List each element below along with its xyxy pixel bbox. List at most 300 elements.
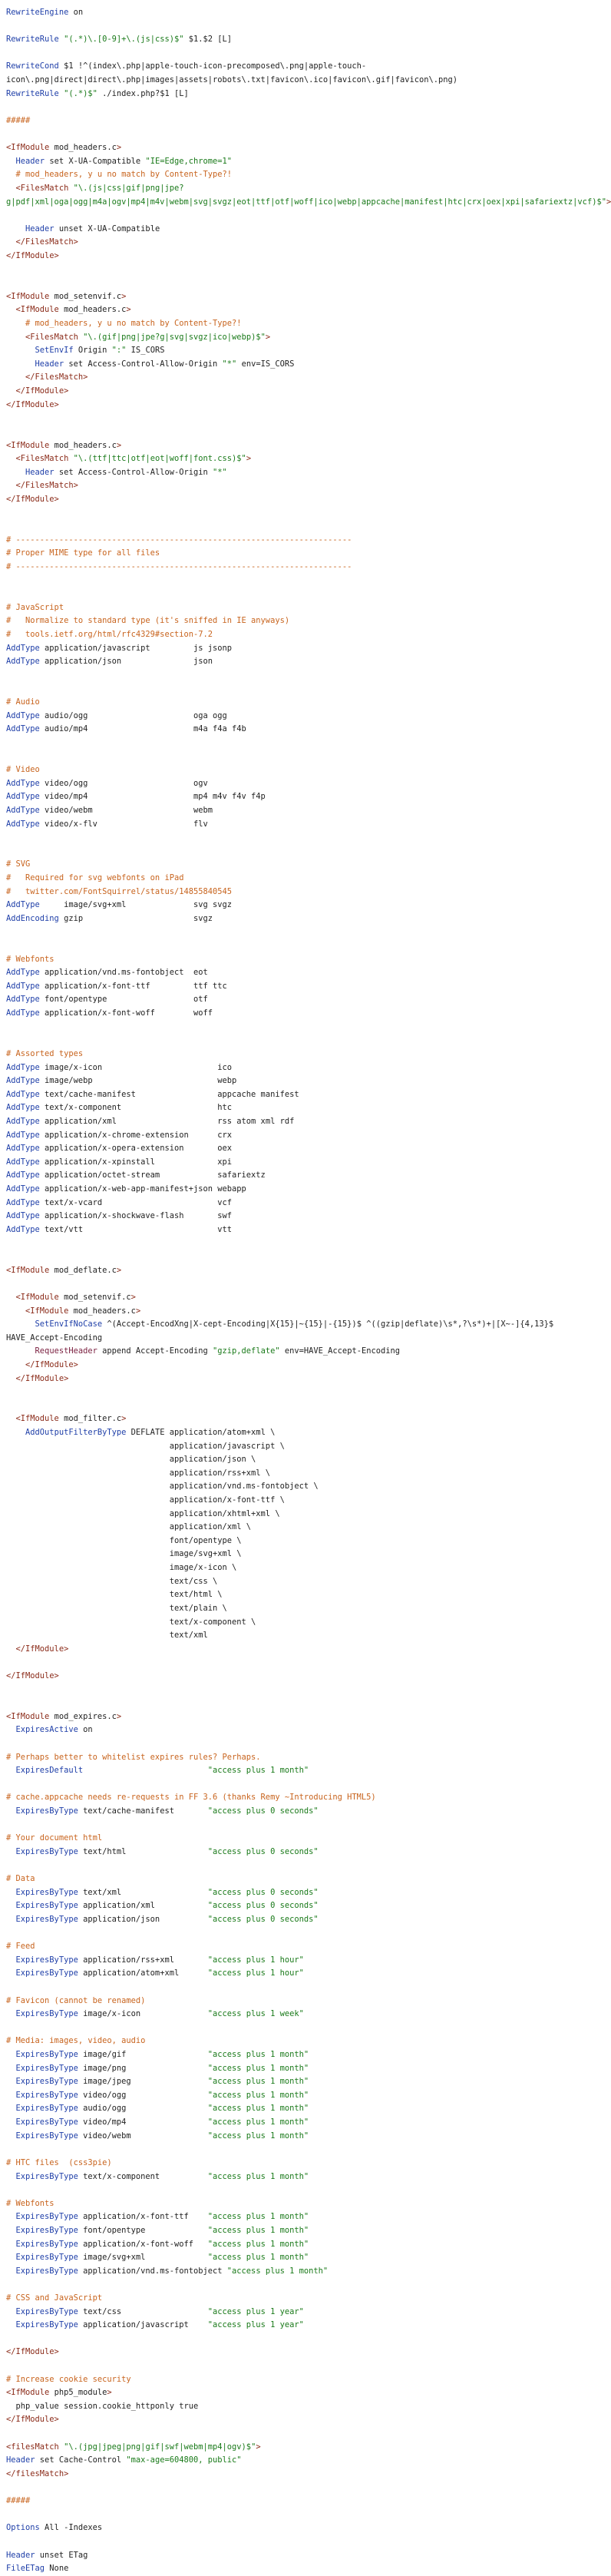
code-line [6,1412,588,1426]
code-token-plain: text/html [78,1846,208,1856]
code-line [6,1751,588,1765]
code-line [6,2346,588,2359]
code-token-kw: AddType [6,778,40,788]
code-line [6,1535,588,1548]
code-line [6,2495,588,2508]
code-line [6,2197,588,2211]
code-token-str: "access plus 1 month" [207,2171,309,2181]
code-token-plain: text/xml [78,1887,208,1897]
code-token-plain: php_value session.cookie_httponly true [6,2401,199,2411]
code-token-plain: mod_setenvif.c [58,1292,131,1302]
code-token-plain [6,468,25,477]
code-token-kw: ExpiresByType [15,2009,78,2019]
code-token-kw: ExpiresByType [15,2050,78,2060]
code-token-kw: ExpiresByType [15,2090,78,2100]
code-token-kw: AddType [6,968,40,978]
code-token-plain [6,2050,16,2059]
code-token-plain [6,1806,16,1816]
code-token-cmt: # tools.ietf.org/html/rfc4329#section-7.2 [6,630,213,640]
code-token-tag: > [130,1292,136,1302]
code-line [6,1183,588,1197]
code-token-plain: image/x-icon \ [6,1563,237,1573]
code-token-str: "access plus 0 seconds" [207,1914,319,1924]
code-token-plain [6,1306,25,1316]
code-token-tag: </IfModule> [6,2347,59,2357]
code-token-plain: text/plain \ [6,1603,227,1613]
code-token-plain: application/octet-stream safariextz [39,1170,266,1180]
code-token-plain: application/vnd.ms-fontobject \ [6,1482,319,1492]
code-token-plain: Origin [73,346,112,356]
code-line [6,88,588,101]
code-token-plain [6,2266,16,2276]
code-token-kw: ExpiresByType [15,2171,78,2181]
code-line [6,1048,588,1061]
code-line [6,1480,588,1494]
code-token-plain: font/opentype otf [39,995,208,1005]
code-token-cmt: # Webfonts [6,954,54,964]
code-line [6,1264,588,1278]
code-token-plain: audio/ogg [78,2104,208,2114]
code-token-kw: AddType [6,1103,40,1113]
code-line [6,1345,588,1359]
code-token-plain: $1.$2 [L] [183,35,233,45]
code-token-tag: > [606,197,611,207]
code-token-plain: append Accept-Encoding [97,1346,213,1356]
code-token-str: "*" [222,359,237,369]
code-token-kw: AddType [6,1089,40,1099]
code-token-plain: on [68,8,84,17]
code-token-plain [6,346,35,355]
code-line [6,2075,588,2089]
code-token-tag: > [135,1306,141,1316]
code-line [6,777,588,791]
code-token-plain: application/json [78,1914,208,1924]
code-line [6,2400,588,2414]
code-line [6,6,588,20]
code-line [6,452,588,466]
code-line [6,2224,588,2238]
code-line [6,412,588,425]
code-line [6,2521,588,2535]
code-token-plain: application/atom+xml [78,1968,208,1978]
code-line [6,1156,588,1170]
code-token-plain [6,1644,16,1654]
code-line [6,399,588,412]
code-line [6,1616,588,1630]
code-line [6,1588,588,1602]
code-line [6,182,588,196]
code-token-plain [6,157,16,166]
code-token-tag: <IfModule [6,2388,50,2398]
code-line [6,1723,588,1737]
code-line [6,980,588,994]
code-token-tag: </FilesMatch> [15,481,78,491]
code-token-plain: All -Indexes [39,2523,103,2533]
code-line [6,1061,588,1075]
code-line [6,939,588,953]
code-line [6,1332,588,1346]
code-token-plain: unset X-UA-Compatible [54,223,160,233]
code-token-kw: RewriteCond [6,61,59,71]
code-token-str: "access plus 1 month" [207,2225,309,2235]
code-token-tag: <IfModule [6,291,50,301]
code-line [6,872,588,886]
code-line [6,2373,588,2387]
code-token-plain [6,2117,16,2127]
code-token-plain [6,224,25,233]
code-token-tag: </IfModule> [15,1644,69,1654]
code-token-str: "access plus 0 seconds" [207,1846,319,1856]
code-token-plain [6,1968,16,1978]
code-line [6,1913,588,1927]
code-token-plain: text/x-vcard vcf [39,1197,233,1207]
code-token-plain: application/json \ [6,1455,256,1465]
code-token-plain [6,2307,16,2316]
code-token-plain: gzip svgz [58,913,213,923]
code-token-str: "access plus 1 month" [207,2104,309,2114]
code-line [6,1521,588,1535]
code-line [6,236,588,250]
code-token-plain [6,1414,16,1423]
code-line [6,601,588,615]
code-token-plain: application/javascript \ [6,1441,285,1451]
code-token-plain: application/javascript [78,2320,208,2330]
code-token-plain: application/json json [39,657,213,667]
code-token-plain: application/x-font-woff woff [39,1008,213,1018]
code-token-plain: text/vtt vtt [39,1224,233,1234]
code-token-plain: application/vnd.ms-fontobject eot [39,968,208,978]
code-line [6,1656,588,1670]
code-line [6,1305,588,1319]
code-line [6,196,611,210]
code-token-plain [6,170,16,179]
code-line [6,1927,588,1941]
code-token-kw2: RequestHeader [35,1346,97,1356]
code-token-tag: </filesMatch> [6,2468,69,2478]
code-line [6,1277,588,1291]
code-line [6,1074,588,1088]
code-line [6,60,588,74]
code-line [6,1115,588,1129]
code-token-plain: application/x-font-ttf [78,2212,208,2222]
code-line [6,2359,588,2373]
code-token-plain [6,1847,16,1856]
code-token-plain: video/ogg [78,2090,208,2100]
code-token-kw: AddType [6,1157,40,1167]
code-token-plain: application/x-chrome-extension crx [39,1130,233,1140]
code-token-kw: AddType [6,1116,40,1126]
code-token-plain [6,2253,16,2262]
code-token-kw: ExpiresByType [15,1901,78,1911]
code-line [6,2549,588,2563]
code-token-plain: mod_expires.c [49,1711,117,1721]
code-line [6,2170,588,2184]
code-token-cmt: # SVG [6,859,31,869]
code-line [6,1088,588,1102]
code-token-tag: </IfModule> [25,1359,78,1369]
code-token-kw: AddType [6,1184,40,1194]
code-token-plain [6,1319,35,1329]
code-token-kw: SetEnvIfNoCase [35,1319,103,1329]
code-line [6,2413,588,2427]
code-token-plain [6,454,16,463]
code-token-kw: AddType [6,710,40,720]
code-token-kw: ExpiresByType [15,1887,78,1897]
code-token-str: "access plus 0 seconds" [207,1901,319,1911]
code-line [6,2333,588,2346]
code-token-cmt: # Media: images, video, audio [6,2036,146,2046]
code-line [6,1899,588,1913]
code-line [6,1846,588,1859]
code-token-cmt: # twitter.com/FontSquirrel/status/14855840545 [6,886,233,896]
code-token-cmt: ##### [6,115,31,125]
code-token-tag: > [126,305,131,315]
code-token-tag: </FilesMatch> [15,237,78,247]
code-token-plain: image/png [78,2063,208,2073]
code-line [6,1197,588,1210]
code-line [6,2535,588,2549]
code-token-plain: mod_headers.c [58,305,127,315]
code-line [6,628,588,642]
code-token-plain [6,2172,16,2181]
code-line [6,1737,588,1751]
code-token-plain: None [45,2564,69,2574]
code-line [6,2102,588,2116]
code-token-cmt: # Audio [6,697,40,707]
code-token-plain: IS_CORS [126,346,165,356]
code-token-plain: application/javascript js jsonp [39,643,233,653]
code-line [6,1967,588,1981]
code-token-cmt: # Video [6,765,40,775]
code-line [6,2292,588,2306]
code-token-tag: <IfModule [6,1265,50,1275]
code-token-cmt: # Webfonts [6,2198,54,2208]
code-token-kw: ExpiresByType [15,2104,78,2114]
code-line [6,953,588,967]
code-token-kw: AddType [6,1170,40,1180]
code-line [6,2482,588,2495]
code-token-plain: image/jpeg [78,2077,208,2087]
code-token-plain [6,1428,25,1437]
code-line [6,790,588,804]
code-line [6,479,588,493]
code-line [6,385,588,399]
code-token-kw: Header [6,2455,35,2465]
code-line [6,2251,588,2265]
code-line [6,1859,588,1872]
code-token-plain [6,1901,16,1910]
code-token-kw: ExpiresDefault [15,1766,84,1776]
code-token-str: "gzip,deflate" [213,1346,280,1356]
code-line [6,2562,588,2576]
code-line [6,2089,588,2103]
code-token-plain: application/rss+xml [78,1955,208,1965]
code-token-plain: font/opentype \ [6,1535,242,1545]
code-token-plain [83,1766,208,1775]
code-token-plain: image/x-icon [78,2009,208,2019]
code-token-cmt: # JavaScript [6,602,64,612]
code-line [6,2048,588,2062]
code-token-plain: video/mp4 [78,2117,208,2127]
code-line [6,804,588,818]
code-line [6,1440,588,1454]
code-token-plain: env=HAVE_Accept-Encoding [279,1346,401,1356]
code-line [6,925,588,939]
code-line [6,1805,588,1819]
code-token-cmt: # mod_headers, y u no match by Content-Type?! [25,319,242,329]
code-line [6,1954,588,1968]
code-token-kw: ExpiresByType [15,2306,78,2316]
code-token-plain: env=IS_CORS [236,359,295,369]
code-line [6,1237,588,1250]
code-token-str: ":" [111,346,127,356]
code-line [6,331,588,345]
code-line [6,2454,588,2468]
code-token-plain: application/x-web-app-manifest+json webapp [39,1184,246,1194]
code-token-kw: AddType [6,1224,40,1234]
code-line [6,2116,588,2130]
code-line [6,966,588,980]
code-line [6,520,588,534]
code-token-kw: ExpiresByType [15,1914,78,1924]
code-token-kw: ExpiresByType [15,2117,78,2127]
code-token-plain [6,2240,16,2249]
code-line [6,1575,588,1589]
code-line [6,2008,588,2021]
code-token-cmt: # HTC files (css3pie) [6,2157,112,2167]
code-token-plain: application/xml rss atom xml rdf [39,1116,295,1126]
code-line [6,358,588,372]
code-token-kw: AddType [6,724,40,734]
code-token-plain: DEFLATE application/atom+xml \ [126,1427,276,1437]
code-token-plain [6,2091,16,2100]
code-line [6,1508,588,1521]
code-line [6,1210,588,1223]
code-token-plain [6,2226,16,2235]
code-token-kw: ExpiresByType [15,2266,78,2276]
code-line [6,845,588,859]
code-token-plain: mod_headers.c [49,440,117,450]
code-token-plain: application/x-shockwave-flash swf [39,1211,233,1221]
code-token-tag: </FilesMatch> [25,372,88,382]
code-token-tag: > [121,1414,127,1424]
code-token-str: "access plus 1 month" [207,2253,309,2263]
code-line [6,818,588,832]
code-line [6,507,588,521]
code-token-plain: ^(Accept-EncodXng|X-cept-Encoding|X{15}|~{15}|-{15})$ ^((gzip|deflate)\s*,?\s*)+|[X~-]{4,13}$ [102,1319,554,1329]
code-token-str: "access plus 1 year" [207,2306,304,2316]
code-line [6,614,588,628]
code-token-kw: AddType [6,981,40,991]
code-line [6,155,588,169]
code-token-kw: SetEnvIf [35,346,74,356]
code-token-cmt: # mod_headers, y u no match by Content-Type?! [15,170,233,180]
code-token-plain: php5_module [49,2388,107,2398]
code-token-kw: Header [15,156,45,166]
code-line [6,1670,588,1684]
code-token-plain: image/x-icon ico [39,1062,233,1072]
code-token-plain: application/rss+xml \ [6,1468,271,1478]
code-token-cmt: # ---------------------------------------------------------------------- [6,535,352,545]
code-token-plain [6,1293,16,1302]
code-token-tag: <IfModule [6,440,50,450]
code-token-plain: application/x-font-ttf \ [6,1495,285,1505]
code-token-plain: application/xml [78,1901,208,1911]
code-line [6,114,588,128]
code-token-kw: AddType [6,1211,40,1221]
code-token-plain [6,2212,16,2221]
code-line [6,1467,588,1481]
code-line [6,1399,588,1413]
code-token-plain [6,237,16,247]
code-token-kw: ExpiresByType [15,2225,78,2235]
code-token-plain: text/xml [6,1631,208,1641]
code-token-kw: RewriteRule [6,35,59,45]
code-line [6,588,588,601]
code-line [6,669,588,683]
code-token-plain: image/webp webp [39,1076,237,1086]
code-line [6,2035,588,2048]
code-token-str: "access plus 1 month" [207,2050,309,2060]
code-token-str: "access plus 1 year" [207,2320,304,2330]
code-token-cmt: # Perhaps better to whitelist expires rules? Perhaps. [6,1752,261,1762]
code-line [6,2062,588,2076]
code-line [6,2468,588,2482]
code-line [6,223,588,237]
code-token-kw: AddOutputFilterByType [25,1427,127,1437]
code-line [6,750,588,764]
code-token-str: g|pdf|xml|oga|ogg|m4a|ogv|mp4|m4v|webm|svg|svgz|eot|ttf|otf|woff|ico|webp|appcache|manifest|htc|crx|oex|xpi|safariextz|vcf)$" [6,197,606,207]
code-token-cmt: # CSS and JavaScript [6,2293,103,2303]
code-line [6,439,588,453]
code-token-plain: application/x-font-ttf ttf ttc [39,981,227,991]
code-line [6,547,588,561]
code-token-str: "access plus 1 month" [207,2063,309,2073]
code-line [6,290,588,304]
code-token-kw: ExpiresByType [15,2063,78,2073]
code-token-plain: video/ogg ogv [39,778,208,788]
code-token-kw: AddType [6,657,40,667]
code-token-tag: <IfModule [25,1306,69,1316]
code-token-kw: AddType [6,1130,40,1140]
code-token-tag: </IfModule> [6,399,59,409]
code-line [6,561,588,574]
code-line [6,886,588,899]
code-line [6,737,588,750]
code-token-plain [6,1725,16,1734]
code-token-plain: HAVE_Accept-Encoding [6,1333,103,1343]
code-line [6,466,588,480]
code-token-tag: <filesMatch [6,2442,59,2452]
code-token-kw: AddType [6,1076,40,1086]
code-line [6,723,588,737]
code-token-plain: image/gif [78,2050,208,2060]
code-token-plain: application/x-xpinstall xpi [39,1157,233,1167]
code-line [6,127,588,141]
code-line [6,642,588,656]
code-token-plain: set Access-Control-Allow-Origin [64,359,223,369]
code-token-plain [6,1915,16,1924]
code-line [6,858,588,872]
code-token-tag: <IfModule [15,1414,59,1424]
code-token-str: "\.(gif|png|jpe?g|svg|svgz|ico|webp)$" [83,332,266,342]
code-line [6,1602,588,1616]
code-line [6,20,588,34]
code-line [6,2441,588,2455]
code-token-tag: </IfModule> [6,2415,59,2425]
code-token-kw: Header [6,2550,35,2560]
code-token-kw: RewriteRule [6,88,59,98]
